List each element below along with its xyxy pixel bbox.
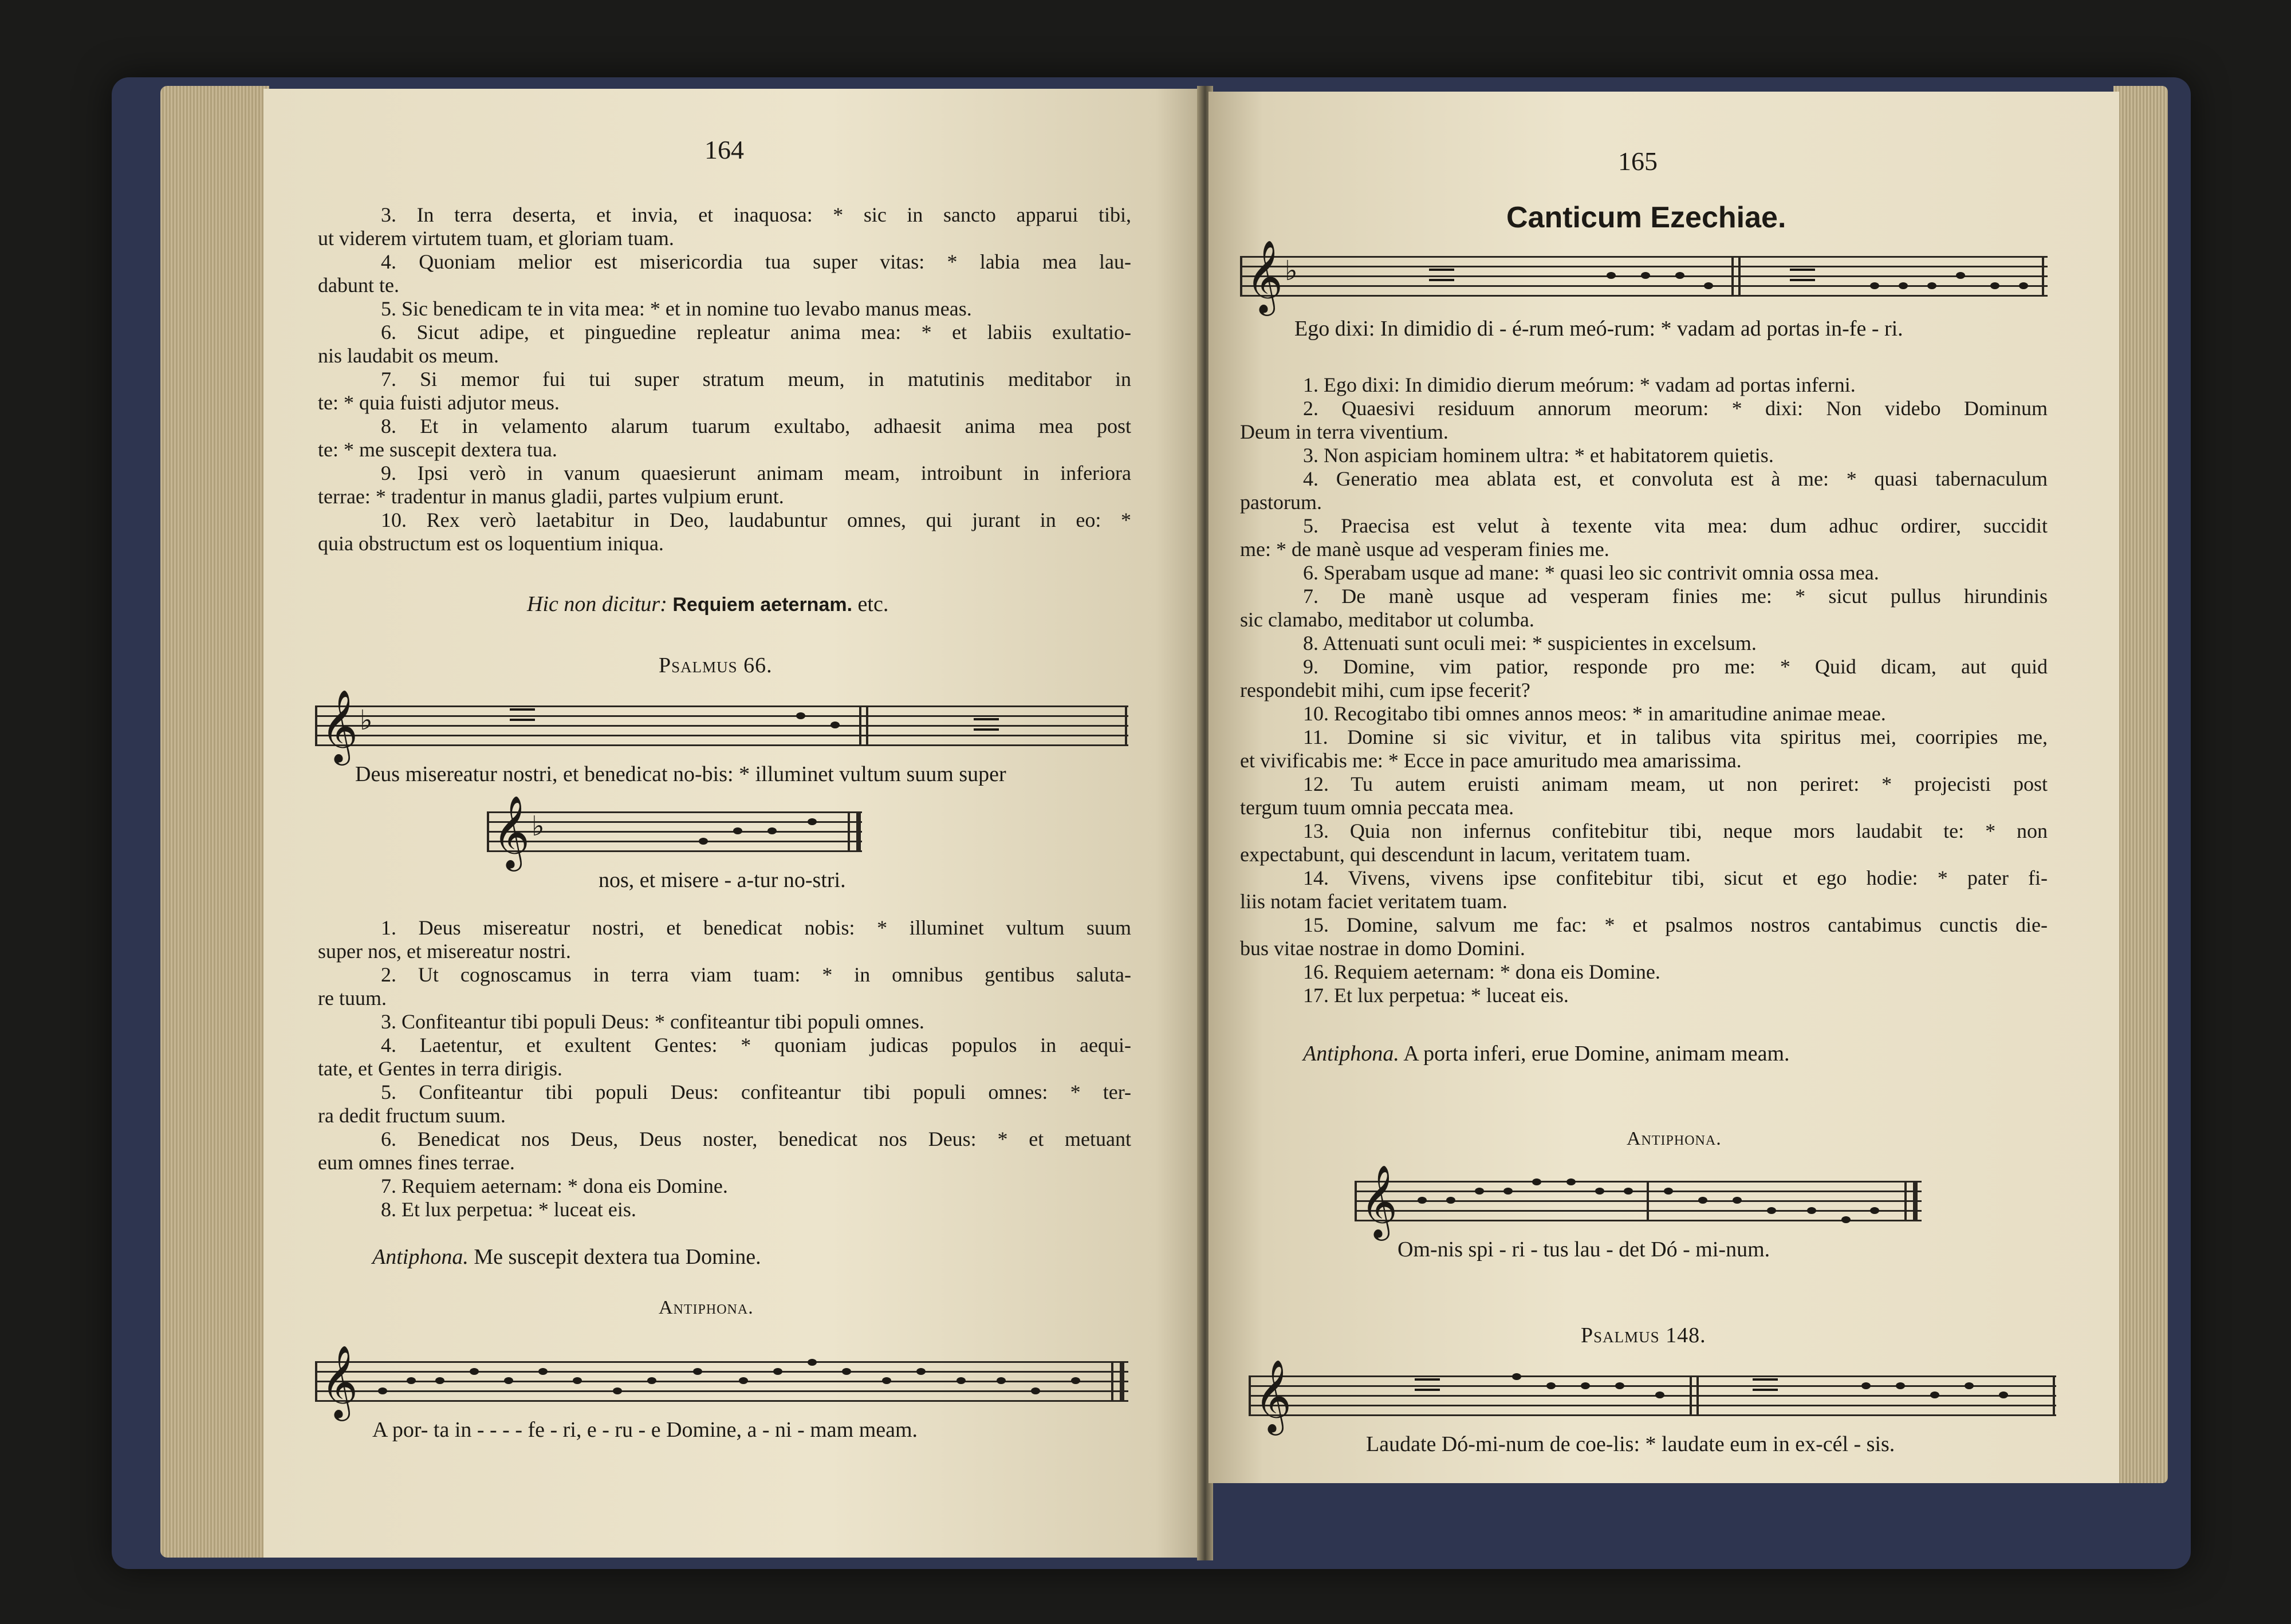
psalm-lyric-1: Deus misereatur nostri, et benedicat no-bis: * illuminet vultum suum super xyxy=(355,762,1006,786)
verse-line: sic clamabo, meditabor ut columba. xyxy=(1240,608,1534,631)
antiphona-lyric: A por- ta in - - - - fe - ri, e - ru - e Domine, a - ni - mam meam. xyxy=(372,1418,918,1442)
verse-line: 6. Sperabam usque ad mane: * quasi leo sic contrivit omnia ossa mea. xyxy=(1303,561,1879,584)
verse-line: tergum tuum omnia peccata mea. xyxy=(1240,796,1514,819)
verse-line: quia obstructum est os loquentium iniqua. xyxy=(318,532,664,555)
treble-clef-icon: 𝄞 xyxy=(321,1345,359,1418)
verse-line: ut viderem virtutem tuam, et gloriam tuam. xyxy=(318,227,674,250)
psalm-verses-top xyxy=(318,203,1131,555)
verse-line: 5. Confiteantur tibi populi Deus: confiteantur tibi populi omnes: * ter- xyxy=(381,1081,1131,1103)
verse-line: terrae: * tradentur in manus gladii, partes vulpium erunt. xyxy=(318,485,784,508)
verse-line: 15. Domine, salvum me fac: * et psalmos nostros cantabimus cunctis die- xyxy=(1303,913,2048,936)
verse-line: 4. Generatio mea ablata est, et convoluta est à me: * quasi tabernaculum xyxy=(1303,467,2048,490)
verse-line: 6. Benedicat nos Deus, Deus noster, benedicat nos Deus: * et metuant xyxy=(381,1128,1131,1150)
verse-line: te: * me suscepit dextera tua. xyxy=(318,438,557,461)
verse-line: 5. Sic benedicam te in vita mea: * et in nomine tuo levabo manus meas. xyxy=(381,297,972,320)
verse-line: 4. Laetentur, et exultent Gentes: * quoniam judicas populos in aequi- xyxy=(381,1034,1131,1057)
left-page xyxy=(263,89,1203,1558)
verse-line: 4. Quoniam melior est misericordia tua super vitas: * labia mea lau- xyxy=(381,250,1131,273)
verse-line: 3. Non aspiciam hominem ultra: * et habitatorem quietis. xyxy=(1303,444,1774,467)
treble-clef-icon: 𝄞 xyxy=(1254,1359,1292,1432)
verse-line: 8. Et lux perpetua: * luceat eis. xyxy=(381,1198,636,1221)
verse-line: expectabunt, qui descendunt in lacum, veritatem tuam. xyxy=(1240,843,1691,866)
rubric-italic: Hic non dicitur: xyxy=(527,592,667,616)
psalm-verses-bottom xyxy=(318,916,1131,1221)
verse-line: 12. Tu autem eruisti animam meam, ut non periret: * projecisti post xyxy=(1303,772,2048,795)
verse-line: 3. Confiteantur tibi populi Deus: * confiteantur tibi populi omnes. xyxy=(381,1010,924,1033)
verse-line: 6. Sicut adipe, et pinguedine repleatur anima mea: * et labiis exultatio- xyxy=(381,321,1131,344)
verse-line: 13. Quia non infernus confitebitur tibi, neque mors laudabit te: * non xyxy=(1303,819,2048,842)
chant-staff-psalm66 xyxy=(315,689,1128,762)
verse-line: 14. Vivens, vivens ipse confitebitur tibi, sicut et ego hodie: * pater fi- xyxy=(1303,866,2048,889)
treble-clef-icon: 𝄞 xyxy=(1246,239,1284,313)
verse-line: 7. Requiem aeternam: * dona eis Domine. xyxy=(381,1174,728,1197)
verse-line: pastorum. xyxy=(1240,491,1322,514)
treble-clef-icon: 𝄞 xyxy=(493,795,530,868)
verse-line: 2. Ut cognoscamus in terra viam tuam: * in omnibus gentibus saluta- xyxy=(381,963,1131,986)
canticle-title: Canticum Ezechiae. xyxy=(1506,201,1786,234)
verse-line: eum omnes fines terrae. xyxy=(318,1151,515,1174)
page-edges-left xyxy=(160,86,269,1558)
verse-line: Deum in terra viventium. xyxy=(1240,420,1448,443)
verse-line: 10. Rex verò laetabitur in Deo, laudabuntur omnes, qui jurant in eo: * xyxy=(381,509,1131,531)
verse-line: tate, et Gentes in terra dirigis. xyxy=(318,1057,562,1080)
verse-line: et vivificabis me: * Ecce in pace amuritudo mea amarissima. xyxy=(1240,749,1742,772)
verse-line: 11. Domine si sic vivitur, et in talibus vita spiritus mei, coorripies me, xyxy=(1303,726,2048,748)
canticle-verses xyxy=(1240,373,2048,1007)
verse-line: 1. Ego dixi: In dimidio dierum meórum: * vadam ad portas inferni. xyxy=(1303,373,1856,396)
verse-line: re tuum. xyxy=(318,987,387,1010)
psalm-heading: Psalmus 148. xyxy=(1581,1323,1706,1347)
verse-line: nis laudabit os meum. xyxy=(318,344,499,367)
verse-line: 8. Et in velamento alarum tuarum exultabo, adhaesit anima mea post xyxy=(381,415,1131,437)
antiphon-text: A porta inferi, erue Domine, animam meam. xyxy=(1403,1042,1790,1066)
right-page xyxy=(1209,92,2119,1483)
verse-line: ra dedit fructum suum. xyxy=(318,1104,506,1127)
flat-icon: ♭ xyxy=(1285,255,1298,287)
treble-clef-icon: 𝄞 xyxy=(1360,1164,1398,1237)
antiphon-label: Antiphona. xyxy=(372,1245,469,1269)
verse-line: respondebit mihi, cum ipse fecerit? xyxy=(1240,679,1530,701)
page-number: 164 xyxy=(704,135,744,164)
rubric-bold: Requiem aeternam. xyxy=(672,594,853,616)
verse-line: super nos, et misereatur nostri. xyxy=(318,940,571,963)
page-edges-right xyxy=(2113,86,2168,1483)
chant-staff-canticum xyxy=(1240,239,2048,313)
verse-line: 1. Deus misereatur nostri, et benedicat nobis: * illuminet vultum suum xyxy=(381,916,1131,939)
verse-line: 5. Praecisa est velut à texente vita mea: dum adhuc ordirer, succidit xyxy=(1303,514,2048,537)
verse-line: 16. Requiem aeternam: * dona eis Domine. xyxy=(1303,960,1660,983)
antiphon-label: Antiphona. xyxy=(1303,1042,1399,1066)
treble-clef-icon: 𝄞 xyxy=(321,689,359,762)
antiphon-text: Me suscepit dextera tua Domine. xyxy=(474,1245,761,1269)
rubric xyxy=(527,593,888,617)
verse-line: 10. Recogitabo tibi omnes annos meos: * in amaritudine animae meae. xyxy=(1303,702,1886,725)
chant-staff-antiphona xyxy=(1355,1164,1922,1237)
verse-line: 7. De manè usque ad vesperam finies me: * sicut pullus hirundinis xyxy=(1303,585,2048,608)
antiphona-heading: Antiphona. xyxy=(659,1297,754,1318)
antiphona-lyric: Om-nis spi - ri - tus lau - det Dó - mi-num. xyxy=(1398,1237,1770,1262)
psalm-heading: Psalmus 66. xyxy=(659,653,773,677)
verse-line: 9. Ipsi verò in vanum quaesierunt animam meam, introibunt in inferiora xyxy=(381,462,1131,484)
antiphon-line xyxy=(372,1245,761,1269)
verse-line: 9. Domine, vim patior, responde pro me: * Quid dicam, aut quid xyxy=(1303,655,2048,678)
chant-staff-antiphona xyxy=(315,1345,1128,1418)
verse-line: bus vitae nostrae in domo Domini. xyxy=(1240,937,1525,960)
psalm-lyric: Laudate Dó-mi-num de coe-lis: * laudate eum in ex-cél - sis. xyxy=(1366,1432,1895,1456)
verse-line: 7. Si memor fui tui super stratum meum, in matutinis meditabor in xyxy=(381,368,1131,391)
verse-line: dabunt te. xyxy=(318,274,399,297)
verse-line: te: * quia fuisti adjutor meus. xyxy=(318,391,560,414)
flat-icon: ♭ xyxy=(360,704,373,736)
psalm-lyric-2: nos, et misere - a-tur no-stri. xyxy=(599,868,846,892)
rubric-end: etc. xyxy=(857,592,889,616)
verse-line: 3. In terra deserta, et invia, et inaquosa: * sic in sancto apparui tibi, xyxy=(381,203,1131,226)
flat-icon: ♭ xyxy=(532,810,545,842)
canticle-lyric: Ego dixi: In dimidio di - é-rum meó-rum: * vadam ad portas in-fe - ri. xyxy=(1294,317,1903,341)
page-number: 165 xyxy=(1618,147,1658,176)
verse-line: 17. Et lux perpetua: * luceat eis. xyxy=(1303,984,1569,1007)
verse-line: 2. Quaesivi residuum annorum meorum: * dixi: Non videbo Dominum xyxy=(1303,397,2048,420)
antiphon-line xyxy=(1303,1042,1790,1066)
verse-line: me: * de manè usque ad vesperam finies me. xyxy=(1240,538,1609,561)
verse-line: liis notam faciet veritatem tuam. xyxy=(1240,890,1507,913)
chant-staff-psalm148 xyxy=(1249,1359,2056,1432)
verse-line: 8. Attenuati sunt oculi mei: * suspicientes in excelsum. xyxy=(1303,632,1757,655)
chant-staff-psalm66-ending xyxy=(487,795,862,868)
antiphona-heading: Antiphona. xyxy=(1627,1128,1722,1149)
